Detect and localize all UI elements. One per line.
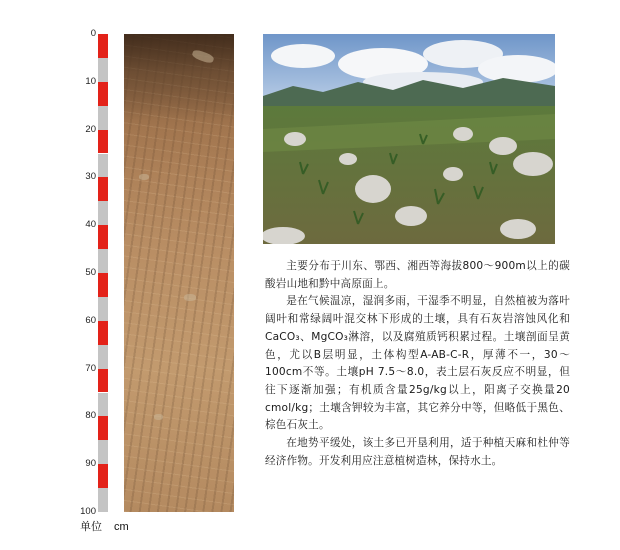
ruler-segment	[98, 416, 108, 440]
ruler-segment	[98, 297, 108, 321]
soil-description	[265, 258, 570, 470]
ruler-segment	[98, 464, 108, 488]
ruler-segment	[98, 130, 108, 154]
ruler-segment	[98, 393, 108, 417]
ruler-segment	[98, 225, 108, 249]
description-paragraph-2: 是在气候温凉，湿润多雨，干湿季不明显，自然植被为落叶阔叶和常绿阔叶混交林下形成的土壤，具有石灰岩溶蚀风化和CaCO₃、MgCO₃淋溶，以及腐殖质钙积累过程。土壤剖面呈黄色，尤以B层明显，土体构型A-AB-C-R，厚薄不一，30～100cm不等。土壤pH 7.5～8.0，表土层石灰反应不明显，但往下逐渐加强；有机质含量25g/kg以上，阳离子交换量20 cmol/kg；土壤含钾较为丰富，其它养分中等，但略低于黑色、棕色石灰土。	[265, 295, 570, 432]
landscape-illustration	[263, 34, 555, 244]
unit-value: cm	[114, 521, 129, 533]
depth-tick-label: 40	[85, 219, 96, 231]
ruler-segment	[98, 177, 108, 201]
ruler-segment	[98, 488, 108, 512]
ruler-segment	[98, 369, 108, 393]
ruler-segment	[98, 440, 108, 464]
ruler-segment	[98, 106, 108, 130]
description-paragraph-3: 在地势平缓处，该土多已开垦利用，适于种植天麻和杜仲等经济作物。开发利用应注意植树造林，保持水土。	[265, 437, 570, 467]
soil-profile-photo	[124, 34, 234, 512]
depth-tick-label: 90	[85, 458, 96, 470]
ruler-segment	[98, 321, 108, 345]
depth-tick-label: 80	[85, 410, 96, 422]
karst-landscape-photo	[263, 34, 555, 244]
depth-tick-label: 60	[85, 314, 96, 326]
unit-label	[80, 518, 129, 534]
depth-tick-label: 30	[85, 171, 96, 183]
unit-caption: 单位	[80, 521, 102, 533]
ruler-segment	[98, 201, 108, 225]
description-paragraph-1: 主要分布于川东、鄂西、湘西等海拔800～900m以上的碳酸岩山地和黔中高原面上。	[265, 260, 570, 290]
ruler-segment	[98, 345, 108, 369]
ruler-segment	[98, 154, 108, 178]
ruler-segment	[98, 34, 108, 58]
depth-tick-label: 10	[85, 75, 96, 87]
depth-tick-label: 70	[85, 362, 96, 374]
ruler-segment	[98, 58, 108, 82]
depth-ruler	[98, 34, 108, 512]
ruler-segment	[98, 82, 108, 106]
depth-tick-label: 0	[90, 28, 96, 39]
depth-tick-label: 20	[85, 123, 96, 135]
depth-tick-label: 100	[80, 506, 96, 517]
depth-tick-label: 50	[85, 267, 96, 278]
ruler-segment	[98, 273, 108, 297]
ruler-segment	[98, 249, 108, 273]
